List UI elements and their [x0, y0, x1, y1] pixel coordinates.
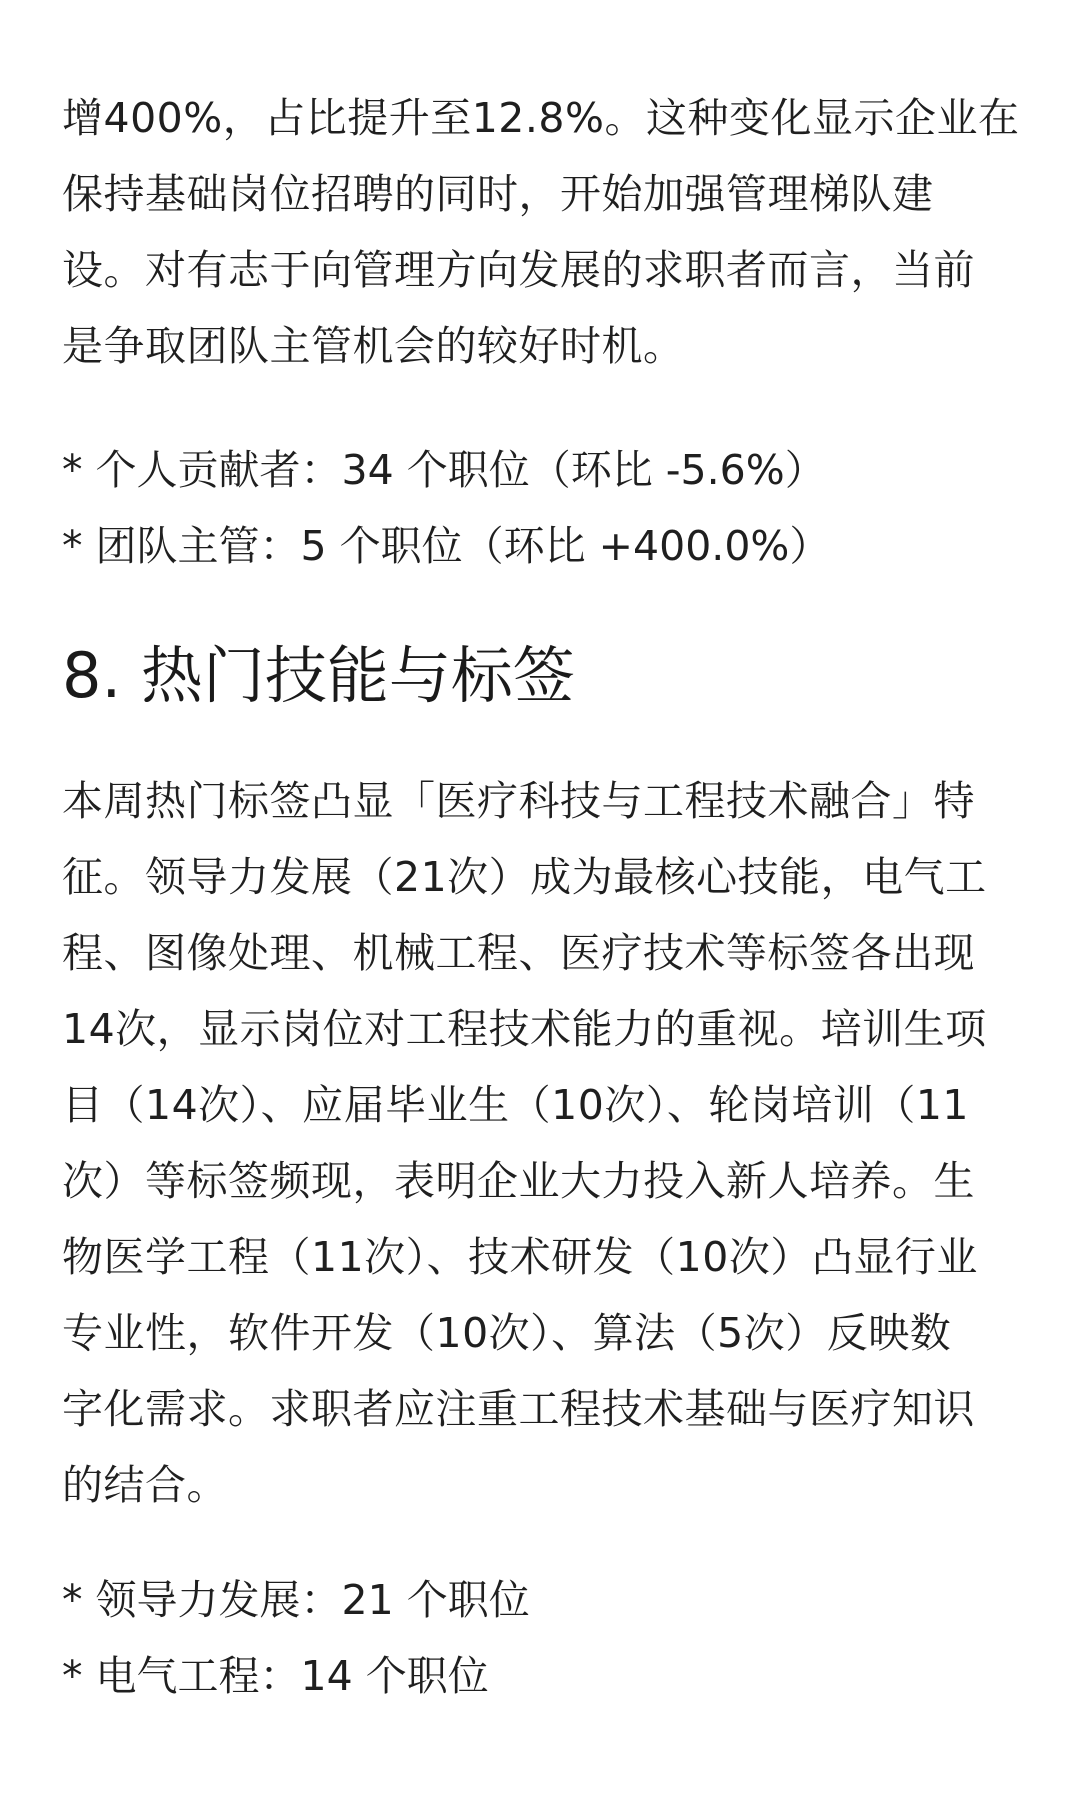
paragraph-line: 字化需求。求职者应注重工程技术基础与医疗知识	[62, 1385, 975, 1433]
paragraph-line: 增400%，占比提升至12.8%。这种变化显示企业在	[62, 94, 1020, 142]
list-item: * 电气工程：14 个职位	[62, 1652, 489, 1700]
hot-skills-paragraph	[62, 763, 987, 1523]
paragraph-line: 设。对有志于向管理方向发展的求职者而言，当前	[62, 246, 975, 294]
paragraph-line: 征。领导力发展（21次）成为最核心技能，电气工	[62, 853, 987, 901]
list-item: * 个人贡献者：34 个职位（环比 -5.6%）	[62, 446, 826, 494]
paragraph-line: 本周热门标签凸显「医疗科技与工程技术融合」特	[62, 777, 975, 825]
paragraph-line: 专业性，软件开发（10次）、算法（5次）反映数	[62, 1309, 952, 1357]
paragraph-line: 物医学工程（11次）、技术研发（10次）凸显行业	[62, 1233, 978, 1281]
paragraph-line: 14次，显示岗位对工程技术能力的重视。培训生项	[62, 1005, 987, 1053]
paragraph-line: 是争取团队主管机会的较好时机。	[62, 322, 685, 370]
paragraph-line: 目（14次）、应届毕业生（10次）、轮岗培训（11	[62, 1081, 970, 1129]
section-heading: 8. 热门技能与标签	[62, 639, 575, 712]
role-level-list	[62, 432, 830, 584]
list-item: * 领导力发展：21 个职位	[62, 1576, 530, 1624]
paragraph-line: 程、图像处理、机械工程、医疗技术等标签各出现	[62, 929, 975, 977]
paragraph-line: 保持基础岗位招聘的同时，开始加强管理梯队建	[62, 170, 934, 218]
list-item: * 团队主管：5 个职位（环比 +400.0%）	[62, 522, 831, 570]
management-trend-paragraph	[62, 80, 1019, 384]
paragraph-line: 次）等标签频现，表明企业大力投入新人培养。生	[62, 1157, 975, 1205]
skill-list	[62, 1562, 530, 1714]
paragraph-line: 的结合。	[62, 1461, 228, 1509]
